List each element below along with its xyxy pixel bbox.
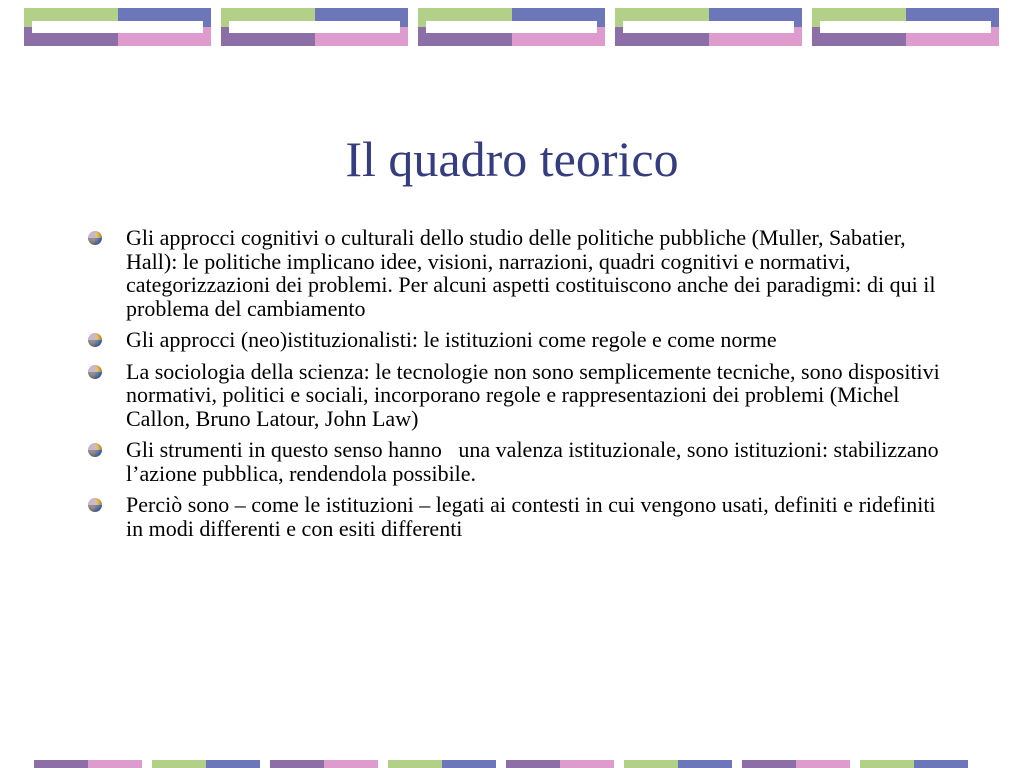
slide-title: Il quadro teorico bbox=[345, 131, 679, 187]
decorative-strip bbox=[624, 760, 732, 768]
bullet-text: Gli approcci cognitivi o culturali dello studio delle politiche pubbliche (Muller, Sabatier, Hall): le politiche implicano idee, visioni, narrazioni, quadri cognitivi e normativi, categorizzazioni dei problemi. Per alcuni aspetti costituiscono anche dei paradigmi: di qui il problema del cambiamento bbox=[126, 225, 936, 321]
decorative-strip bbox=[152, 760, 260, 768]
decorative-tile bbox=[812, 8, 999, 46]
sphere-bullet-icon bbox=[88, 498, 102, 512]
decorative-strip bbox=[506, 760, 614, 768]
bullet-item bbox=[86, 360, 946, 431]
decorative-tile bbox=[221, 8, 408, 46]
bullet-text: Gli strumenti in questo senso hanno una valenza istituzionale, sono istituzioni: stabilizzano l’azione pubblica, rendendola possibile. bbox=[126, 437, 945, 486]
sphere-bullet-icon bbox=[88, 231, 102, 245]
decorative-strip bbox=[388, 760, 496, 768]
sphere-bullet-icon bbox=[88, 365, 102, 379]
bullet-text: Perciò sono – come le istituzioni – legati ai contesti in cui vengono usati, definiti e ridefiniti in modi differenti e con esiti differenti bbox=[126, 492, 936, 541]
decorative-strip bbox=[270, 760, 378, 768]
sphere-bullet-icon bbox=[88, 333, 102, 347]
decorative-strip bbox=[742, 760, 850, 768]
decorative-strip bbox=[34, 760, 142, 768]
sphere-bullet-icon bbox=[88, 443, 102, 457]
bullet-text: Gli approcci (neo)istituzionalisti: le istituzioni come regole e come norme bbox=[126, 327, 777, 352]
decorative-tile bbox=[24, 8, 211, 46]
bullet-item bbox=[86, 438, 946, 485]
top-decorative-band bbox=[24, 8, 999, 46]
bullet-item bbox=[86, 493, 946, 540]
bullet-item bbox=[86, 328, 946, 352]
bullet-item bbox=[86, 226, 946, 320]
decorative-tile bbox=[418, 8, 605, 46]
decorative-strip bbox=[860, 760, 968, 768]
decorative-tile bbox=[615, 8, 802, 46]
bullet-list bbox=[86, 226, 946, 548]
bullet-text: La sociologia della scienza: le tecnologie non sono semplicemente tecniche, sono dispositivi normativi, politici e sociali, incorporano regole e rappresentazioni dei problemi (Michel Callon, Bruno Latour, John Law) bbox=[126, 358, 940, 431]
bottom-decorative-band bbox=[34, 760, 968, 768]
